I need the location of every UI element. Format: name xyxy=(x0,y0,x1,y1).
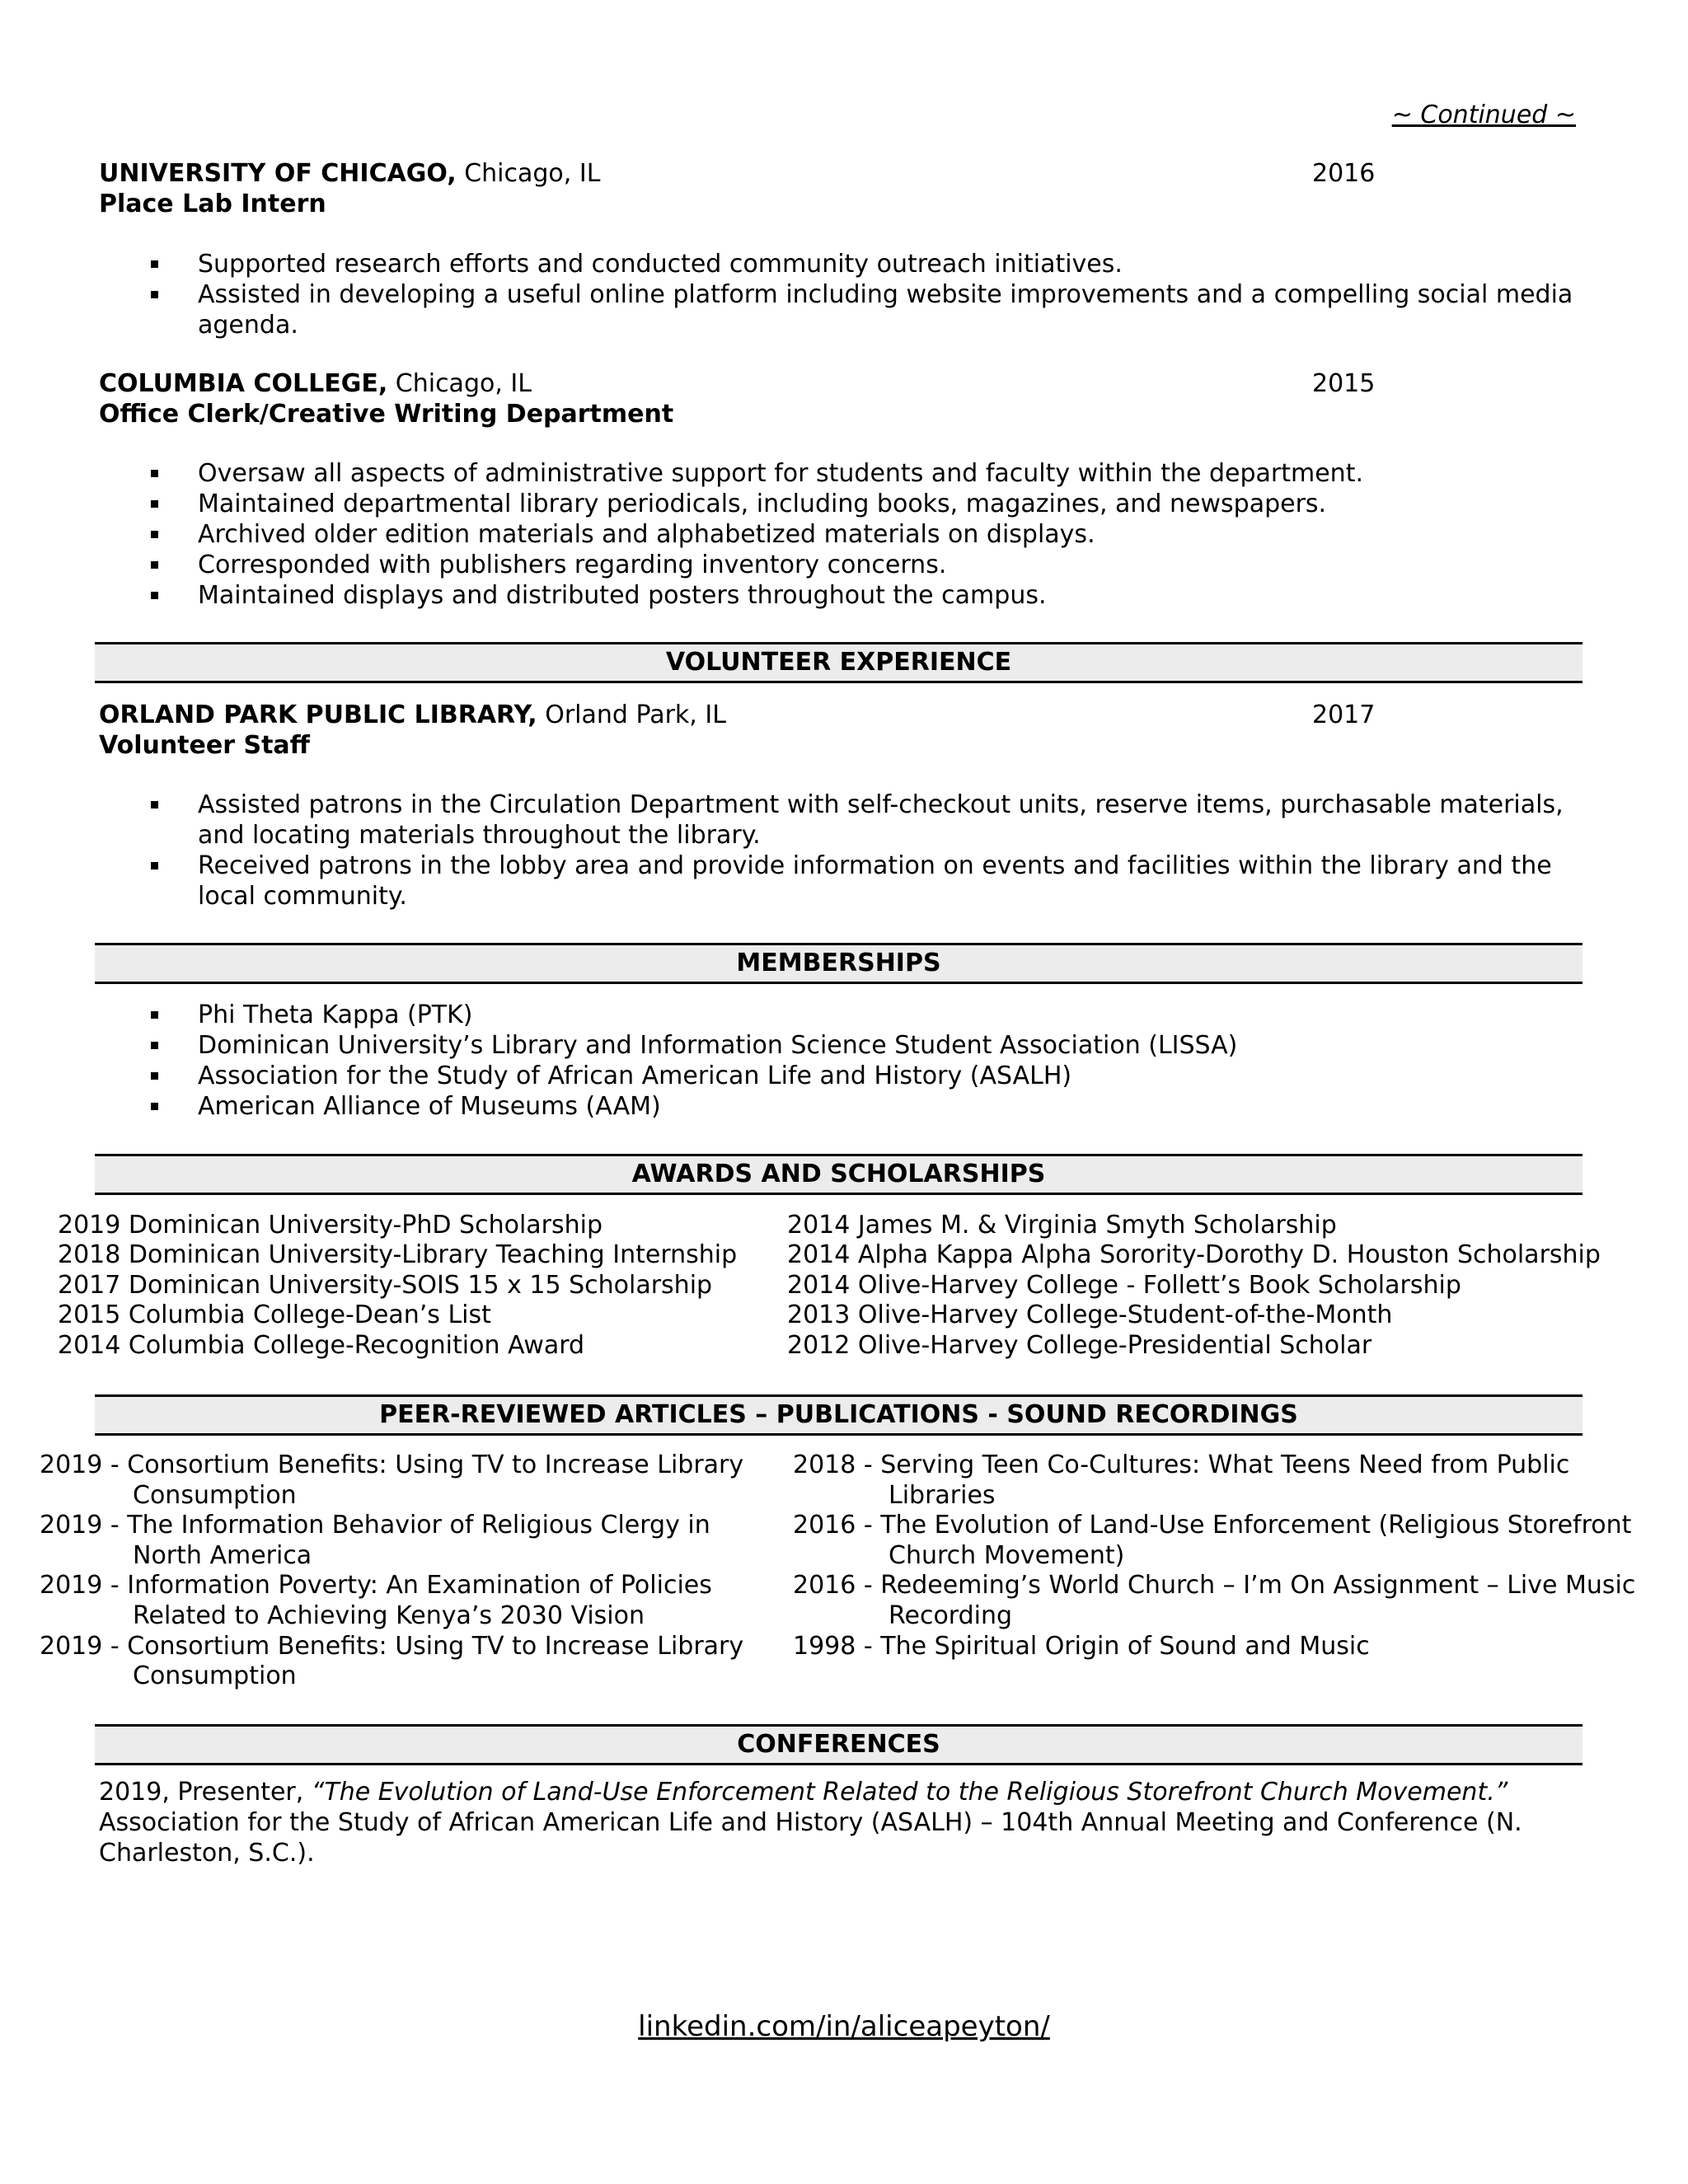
memberships-list xyxy=(0,1000,1582,1122)
conference-prefix: 2019, Presenter, xyxy=(99,1778,312,1807)
award-item: 2014 James M. & Virginia Smyth Scholarship xyxy=(787,1211,1337,1240)
job-location: Chicago, IL xyxy=(456,159,601,188)
membership-item: Association for the Study of African American Life and History (ASALH) xyxy=(0,1061,1582,1091)
job-year: 2015 xyxy=(1312,369,1376,398)
bullet-item: Corresponded with publishers regarding inventory concerns. xyxy=(0,550,1582,580)
award-item: 2017 Dominican University-SOIS 15 x 15 Scholarship xyxy=(58,1270,713,1300)
job-title: Place Lab Intern xyxy=(99,190,326,218)
job-bullets xyxy=(0,458,1582,611)
membership-item: American Alliance of Museums (AAM) xyxy=(0,1091,1582,1122)
section-heading-memberships: MEMBERSHIPS xyxy=(95,943,1582,984)
job-org: COLUMBIA COLLEGE, xyxy=(99,369,388,398)
publication-item: 1998 - The Spiritual Origin of Sound and Music xyxy=(793,1631,1370,1661)
award-item: 2014 Alpha Kappa Alpha Sorority-Dorothy D. Houston Scholarship xyxy=(787,1240,1601,1270)
bullet-item: Supported research efforts and conducted community outreach initiatives. xyxy=(0,249,1582,279)
job-year: 2016 xyxy=(1312,159,1376,188)
awards-list-left xyxy=(58,1211,737,1361)
linkedin-link[interactable]: linkedin.com/in/aliceapeyton/ xyxy=(638,2010,1050,2043)
volunteer-title: Volunteer Staff xyxy=(99,731,310,760)
bullet-item: Maintained displays and distributed posters throughout the campus. xyxy=(0,580,1582,611)
conference-venue: Association for the Study of African American Life and History (ASALH) – 104th Annual Meeting and Conference (N. Charleston, S.C.). xyxy=(99,1808,1522,1868)
job-org: UNIVERSITY OF CHICAGO, xyxy=(99,159,457,188)
publications-list-left xyxy=(40,1451,757,1692)
bullet-item: Assisted in developing a useful online platform including website improvements and a compelling social media agenda. xyxy=(0,279,1582,340)
award-item: 2018 Dominican University-Library Teaching Internship xyxy=(58,1240,738,1270)
publication-item: 2016 - Redeeming’s World Church – I’m On Assignment – Live Music Recording xyxy=(793,1571,1636,1630)
job-columbia-college xyxy=(99,368,1591,429)
job-university-of-chicago xyxy=(99,158,1591,219)
membership-item: Phi Theta Kappa (PTK) xyxy=(0,1000,1582,1030)
volunteer-year: 2017 xyxy=(1312,701,1376,729)
publication-item: 2019 - Information Poverty: An Examination of Policies Related to Achieving Kenya’s 2030 Vision xyxy=(40,1571,712,1630)
publication-item: 2016 - The Evolution of Land-Use Enforcement (Religious Storefront Church Movement) xyxy=(793,1511,1632,1570)
bullet-item: Archived older edition materials and alphabetized materials on displays. xyxy=(0,519,1582,550)
job-title: Office Clerk/Creative Writing Department xyxy=(99,400,674,429)
volunteer-org: ORLAND PARK PUBLIC LIBRARY, xyxy=(99,701,537,729)
section-heading-conferences: CONFERENCES xyxy=(95,1724,1582,1765)
bullet-item: Received patrons in the lobby area and provide information on events and facilities within the library and the local community. xyxy=(0,851,1582,912)
publication-item: 2019 - Consortium Benefits: Using TV to Increase Library Consumption xyxy=(40,1631,744,1691)
section-heading-volunteer: VOLUNTEER EXPERIENCE xyxy=(95,642,1582,683)
award-item: 2014 Columbia College-Recognition Award xyxy=(58,1330,585,1360)
section-heading-publications: PEER-REVIEWED ARTICLES – PUBLICATIONS - SOUND RECORDINGS xyxy=(95,1394,1582,1436)
job-location: Chicago, IL xyxy=(387,369,532,398)
continued-marker: ~ Continued ~ xyxy=(1391,101,1576,129)
award-item: 2014 Olive-Harvey College - Follett’s Book Scholarship xyxy=(787,1270,1461,1300)
bullet-item: Maintained departmental library periodicals, including books, magazines, and newspapers. xyxy=(0,489,1582,519)
section-heading-awards: AWARDS AND SCHOLARSHIPS xyxy=(95,1154,1582,1195)
award-item: 2012 Olive-Harvey College-Presidential Scholar xyxy=(787,1330,1372,1360)
volunteer-entry xyxy=(99,700,1591,761)
award-item: 2015 Columbia College-Dean’s List xyxy=(58,1301,491,1330)
publications-list-right xyxy=(793,1451,1658,1661)
membership-item: Dominican University’s Library and Information Science Student Association (LISSA) xyxy=(0,1030,1582,1061)
publication-item: 2019 - The Information Behavior of Religious Clergy in North America xyxy=(40,1511,710,1570)
volunteer-location: Orland Park, IL xyxy=(537,701,726,729)
conference-entry xyxy=(99,1777,1582,1868)
award-item: 2013 Olive-Harvey College-Student-of-the-Month xyxy=(787,1301,1393,1330)
publication-item: 2018 - Serving Teen Co-Cultures: What Teens Need from Public Libraries xyxy=(793,1451,1570,1510)
award-item: 2019 Dominican University-PhD Scholarship xyxy=(58,1211,603,1240)
publication-item: 2019 - Consortium Benefits: Using TV to Increase Library Consumption xyxy=(40,1451,744,1510)
awards-list-right xyxy=(787,1211,1601,1361)
bullet-item: Assisted patrons in the Circulation Department with self-checkout units, reserve items, purchasable materials, and locating materials throughout the library. xyxy=(0,790,1582,851)
volunteer-bullets xyxy=(0,790,1582,912)
bullet-item: Oversaw all aspects of administrative support for students and faculty within the department. xyxy=(0,458,1582,489)
conference-talk-title: “The Evolution of Land-Use Enforcement Related to the Religious Storefront Church Movement.” xyxy=(311,1778,1508,1807)
job-bullets xyxy=(0,249,1582,340)
